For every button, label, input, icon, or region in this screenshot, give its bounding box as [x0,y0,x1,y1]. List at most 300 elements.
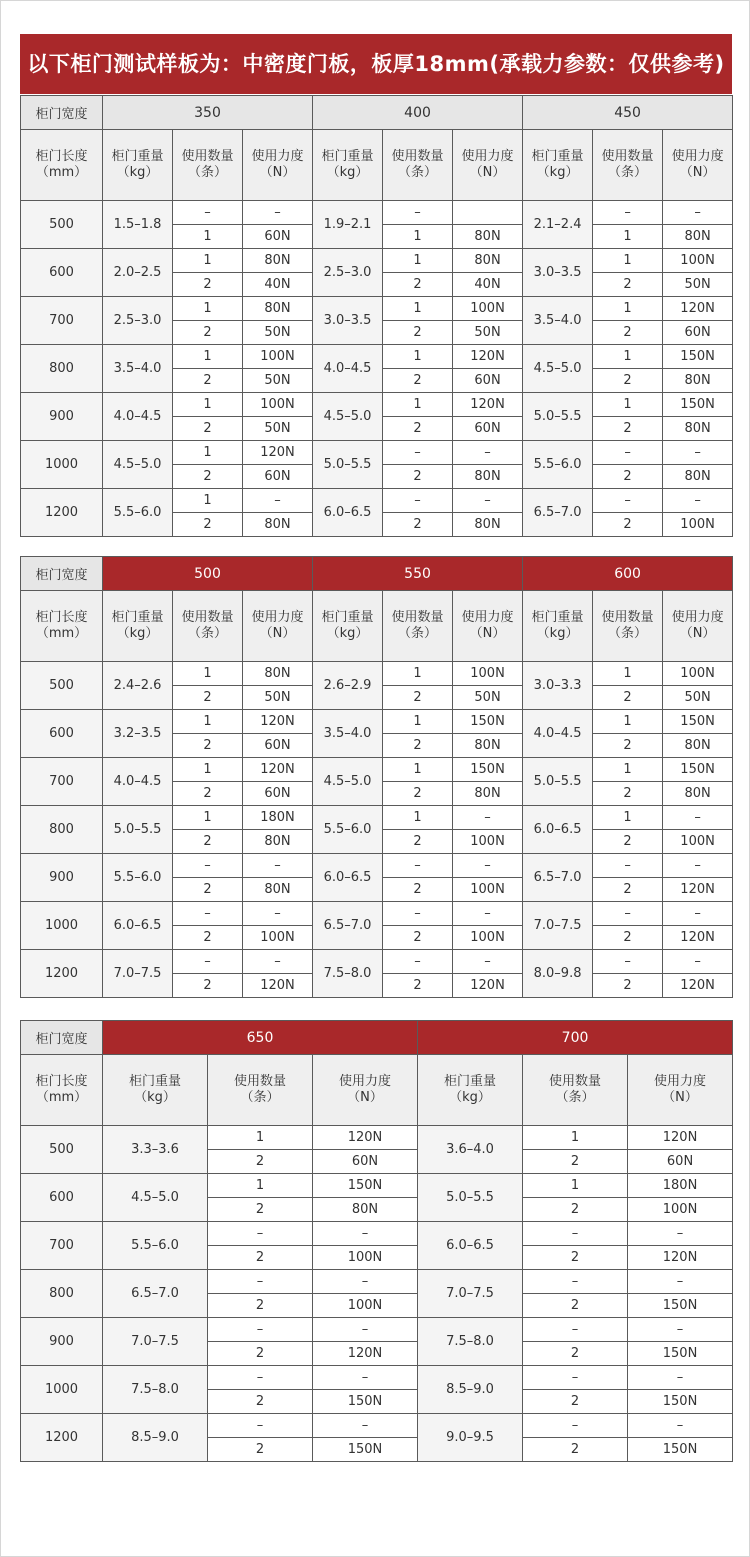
force-cell: 100N [313,1246,418,1270]
force-header-unit: （N） [662,1090,698,1105]
spec-table-3 [20,1020,733,1462]
force-header [663,591,733,662]
force-cell: 100N [453,662,523,686]
weight-cell: 7.0–7.5 [103,950,173,998]
table-row [21,758,733,782]
length-cell: 500 [21,1126,103,1174]
weight-cell: 6.5–7.0 [313,902,383,950]
force-header-title: 使用力度 [654,1074,707,1089]
force-cell: – [243,950,313,974]
force-cell: – [663,441,733,465]
length-header [21,1055,103,1126]
force-cell: 150N [453,758,523,782]
qty-cell: 1 [383,345,453,369]
weight-cell: 5.0–5.5 [523,758,593,806]
force-header-unit: （N） [347,1090,383,1105]
width-group-650: 650 [103,1021,418,1055]
weight-cell: 3.0–3.5 [313,297,383,345]
weight-cell: 6.0–6.5 [523,806,593,854]
force-cell: 50N [453,686,523,710]
qty-header-unit: （条） [398,626,438,641]
qty-cell: 1 [383,225,453,249]
force-header-title: 使用力度 [251,610,304,625]
qty-cell: 2 [593,417,663,441]
force-cell: – [663,950,733,974]
weight-cell: 5.5–6.0 [103,1222,208,1270]
length-cell: 1200 [21,950,103,998]
qty-cell: – [383,441,453,465]
force-cell: 60N [313,1150,418,1174]
force-cell: – [663,806,733,830]
weight-cell: 4.5–5.0 [523,345,593,393]
force-header-title: 使用力度 [461,149,514,164]
table-row [21,1366,733,1390]
weight-cell: 4.0–4.5 [103,393,173,441]
force-cell: 150N [628,1294,733,1318]
table-row [21,297,733,321]
weight-header-unit: （kg） [326,626,369,641]
qty-cell: – [593,489,663,513]
weight-header [313,591,383,662]
width-group-700: 700 [418,1021,733,1055]
qty-cell: – [593,201,663,225]
qty-cell: 1 [593,710,663,734]
force-cell: – [453,489,523,513]
force-cell: 120N [453,345,523,369]
force-cell: 120N [628,1126,733,1150]
force-cell: 80N [663,734,733,758]
qty-cell: 2 [173,974,243,998]
table-row [21,201,733,225]
force-cell: – [453,441,523,465]
weight-cell: 5.5–6.0 [523,441,593,489]
qty-header-title: 使用数量 [181,610,234,625]
qty-cell: 2 [383,273,453,297]
length-header-title: 柜门长度 [35,610,88,625]
weight-header [103,1055,208,1126]
weight-cell: 3.2–3.5 [103,710,173,758]
force-cell: 100N [663,830,733,854]
force-cell: 40N [453,273,523,297]
spec-table-2 [20,556,733,998]
force-cell: 150N [628,1342,733,1366]
qty-cell: 2 [208,1390,313,1414]
force-cell: 100N [663,513,733,537]
qty-cell: 2 [383,830,453,854]
qty-header [383,130,453,201]
force-cell: – [628,1366,733,1390]
force-cell: – [663,854,733,878]
qty-cell: 2 [523,1294,628,1318]
weight-cell: 7.0–7.5 [103,1318,208,1366]
length-cell: 800 [21,1270,103,1318]
qty-cell: – [173,854,243,878]
qty-header-unit: （条） [608,626,648,641]
weight-cell: 2.1–2.4 [523,201,593,249]
qty-cell: – [208,1222,313,1246]
force-cell: 80N [313,1198,418,1222]
qty-cell: 2 [208,1342,313,1366]
weight-cell: 2.6–2.9 [313,662,383,710]
qty-cell: 1 [208,1174,313,1198]
qty-cell: 1 [593,662,663,686]
force-cell: 100N [243,926,313,950]
weight-cell: 1.9–2.1 [313,201,383,249]
table-row [21,1126,733,1150]
length-header-unit: （mm） [35,165,88,180]
qty-cell: 1 [383,297,453,321]
weight-cell: 2.5–3.0 [103,297,173,345]
force-cell: 60N [663,321,733,345]
force-cell: 150N [313,1438,418,1462]
weight-cell: 6.0–6.5 [103,902,173,950]
force-cell: 120N [663,926,733,950]
weight-cell: 5.0–5.5 [103,806,173,854]
force-cell: 120N [243,710,313,734]
qty-cell: 2 [208,1438,313,1462]
column-header-row [21,1055,733,1126]
force-cell: – [313,1414,418,1438]
qty-cell: 2 [523,1150,628,1174]
qty-cell: 2 [593,321,663,345]
qty-cell: 2 [593,974,663,998]
force-cell: – [663,201,733,225]
force-cell: 180N [628,1174,733,1198]
qty-header-title: 使用数量 [601,610,654,625]
qty-cell: 1 [173,489,243,513]
qty-cell: – [523,1222,628,1246]
qty-cell: 2 [593,830,663,854]
weight-cell: 6.5–7.0 [523,489,593,537]
length-cell: 800 [21,345,103,393]
length-cell: 600 [21,710,103,758]
force-cell: 100N [663,249,733,273]
weight-cell: 3.5–4.0 [313,710,383,758]
qty-cell: – [593,902,663,926]
weight-cell: 2.5–3.0 [313,249,383,297]
force-cell: 100N [313,1294,418,1318]
weight-cell: 8.0–9.8 [523,950,593,998]
weight-header-title: 柜门重量 [321,149,374,164]
qty-cell: – [593,441,663,465]
force-cell: 50N [243,686,313,710]
qty-cell: 1 [383,806,453,830]
force-cell: 80N [243,830,313,854]
force-cell: 100N [453,830,523,854]
qty-cell: 2 [593,369,663,393]
qty-cell: 2 [173,417,243,441]
width-group-400: 400 [313,96,523,130]
table-row [21,806,733,830]
table-row [21,489,733,513]
qty-cell: 2 [383,465,453,489]
force-cell: 60N [243,225,313,249]
qty-cell: – [173,902,243,926]
weight-cell: 7.5–8.0 [313,950,383,998]
width-header-row [21,557,733,591]
weight-cell: 3.0–3.5 [523,249,593,297]
qty-cell: 1 [173,345,243,369]
force-cell: 180N [243,806,313,830]
length-cell: 700 [21,297,103,345]
force-header [628,1055,733,1126]
qty-cell: 2 [523,1390,628,1414]
weight-cell: 4.5–5.0 [313,393,383,441]
force-cell: 60N [243,465,313,489]
qty-cell: 2 [383,878,453,902]
qty-header [593,130,663,201]
qty-cell: 2 [593,782,663,806]
force-cell: – [453,950,523,974]
qty-header [383,591,453,662]
force-cell: – [313,1318,418,1342]
force-cell: – [628,1222,733,1246]
weight-cell: 5.0–5.5 [523,393,593,441]
force-cell: 150N [663,710,733,734]
qty-cell: 1 [383,662,453,686]
force-header-title: 使用力度 [461,610,514,625]
qty-cell: 1 [593,297,663,321]
weight-header-unit: （kg） [536,626,579,641]
weight-cell: 2.0–2.5 [103,249,173,297]
force-cell: – [243,489,313,513]
length-header-title: 柜门长度 [35,149,88,164]
force-cell: 40N [243,273,313,297]
force-cell: 50N [663,686,733,710]
length-cell: 700 [21,758,103,806]
force-cell: 80N [243,513,313,537]
force-cell: 120N [628,1246,733,1270]
qty-header [173,591,243,662]
force-cell: 120N [313,1126,418,1150]
force-cell: – [243,902,313,926]
weight-header [523,130,593,201]
qty-cell: 2 [173,686,243,710]
force-cell: 80N [453,249,523,273]
table-row [21,1174,733,1198]
qty-cell: 1 [173,441,243,465]
force-cell: 80N [243,297,313,321]
weight-cell: 3.6–4.0 [418,1126,523,1174]
qty-cell: 1 [173,662,243,686]
qty-cell: 2 [173,321,243,345]
qty-cell: 2 [523,1246,628,1270]
qty-cell: – [173,201,243,225]
force-cell: 120N [313,1342,418,1366]
force-cell: 150N [313,1174,418,1198]
qty-cell: – [208,1318,313,1342]
force-header-unit: （N） [469,626,506,641]
qty-cell: 2 [383,321,453,345]
force-header [663,130,733,201]
force-cell: – [628,1414,733,1438]
qty-cell: 1 [173,710,243,734]
qty-header [523,1055,628,1126]
weight-header [523,591,593,662]
force-cell: 120N [453,393,523,417]
force-cell: – [453,806,523,830]
weight-cell: 5.0–5.5 [313,441,383,489]
weight-cell: 5.5–6.0 [313,806,383,854]
qty-cell: 2 [383,369,453,393]
weight-cell: 9.0–9.5 [418,1414,523,1462]
force-cell: 150N [628,1390,733,1414]
length-cell: 1000 [21,902,103,950]
table-row [21,950,733,974]
qty-cell: 2 [523,1198,628,1222]
force-cell: 100N [663,662,733,686]
force-cell: 120N [453,974,523,998]
force-cell: 80N [243,878,313,902]
force-cell: 80N [663,417,733,441]
weight-cell: 8.5–9.0 [418,1366,523,1414]
qty-cell: 2 [208,1246,313,1270]
width-group-600: 600 [523,557,733,591]
qty-cell: 1 [383,758,453,782]
force-cell: 50N [243,321,313,345]
weight-cell: 6.5–7.0 [103,1270,208,1318]
force-cell: 80N [663,225,733,249]
weight-cell: 3.5–4.0 [103,345,173,393]
table-row [21,393,733,417]
length-cell: 600 [21,1174,103,1222]
length-cell: 900 [21,393,103,441]
qty-cell: 1 [383,393,453,417]
force-header [243,130,313,201]
qty-header-title: 使用数量 [181,149,234,164]
qty-cell: 1 [593,393,663,417]
length-cell: 500 [21,662,103,710]
force-cell: 60N [453,417,523,441]
length-header-title: 柜门长度 [35,1074,88,1089]
weight-header-unit: （kg） [116,626,159,641]
width-label: 柜门宽度 [21,557,103,591]
table-row [21,345,733,369]
qty-cell: 1 [173,297,243,321]
force-cell: – [628,1318,733,1342]
qty-cell: 2 [593,465,663,489]
force-cell: – [453,854,523,878]
weight-cell: 4.5–5.0 [313,758,383,806]
qty-header-unit: （条） [187,165,227,180]
force-cell: 80N [453,782,523,806]
force-header [453,591,523,662]
table-row [21,249,733,273]
qty-cell: 1 [593,249,663,273]
qty-cell: 2 [383,926,453,950]
qty-cell: 1 [593,758,663,782]
qty-cell: 2 [383,686,453,710]
table-row [21,902,733,926]
qty-cell: 1 [523,1174,628,1198]
force-cell: 50N [243,369,313,393]
force-cell: 150N [663,345,733,369]
width-group-450: 450 [523,96,733,130]
weight-cell: 1.5–1.8 [103,201,173,249]
force-cell: 80N [243,249,313,273]
qty-header-unit: （条） [555,1090,595,1105]
weight-header-unit: （kg） [116,165,159,180]
force-cell: – [663,902,733,926]
weight-cell: 6.0–6.5 [313,489,383,537]
qty-cell: 1 [173,806,243,830]
force-cell: 150N [453,710,523,734]
weight-cell: 8.5–9.0 [103,1414,208,1462]
qty-cell: 2 [383,513,453,537]
force-cell: 50N [663,273,733,297]
qty-header-unit: （条） [398,165,438,180]
force-cell: 60N [243,734,313,758]
qty-cell: – [523,1318,628,1342]
force-cell: 120N [663,878,733,902]
weight-cell: 5.0–5.5 [418,1174,523,1222]
force-cell: 60N [453,369,523,393]
weight-header-title: 柜门重量 [128,1074,181,1089]
qty-cell: – [383,489,453,513]
force-cell: 120N [243,974,313,998]
width-label: 柜门宽度 [21,96,103,130]
weight-cell: 5.5–6.0 [103,854,173,902]
weight-cell: 7.5–8.0 [418,1318,523,1366]
force-cell: 80N [663,465,733,489]
force-header [313,1055,418,1126]
qty-cell: 2 [383,734,453,758]
qty-header-title: 使用数量 [233,1074,286,1089]
force-cell: 100N [243,393,313,417]
qty-cell: 2 [523,1438,628,1462]
weight-cell: 4.0–4.5 [313,345,383,393]
force-cell: 80N [663,369,733,393]
qty-cell: 1 [593,345,663,369]
force-cell: 80N [453,225,523,249]
table-row [21,1222,733,1246]
force-header [453,130,523,201]
force-cell: 60N [243,782,313,806]
force-header-unit: （N） [259,626,296,641]
page-title: 以下柜门测试样板为：中密度门板，板厚18mm(承载力参数：仅供参考) [20,34,732,94]
length-cell: 600 [21,249,103,297]
qty-header-title: 使用数量 [549,1074,602,1089]
qty-header [208,1055,313,1126]
qty-cell: – [383,201,453,225]
weight-header-unit: （kg） [536,165,579,180]
force-cell: – [243,854,313,878]
qty-cell: 1 [593,806,663,830]
qty-cell: – [383,950,453,974]
qty-cell: – [523,1270,628,1294]
weight-header-title: 柜门重量 [111,610,164,625]
force-header-title: 使用力度 [671,610,724,625]
weight-cell: 2.4–2.6 [103,662,173,710]
column-header-row [21,130,733,201]
width-group-550: 550 [313,557,523,591]
qty-header-title: 使用数量 [391,149,444,164]
force-cell: – [243,201,313,225]
qty-cell: – [208,1366,313,1390]
qty-header [593,591,663,662]
qty-cell: 1 [593,225,663,249]
force-cell: 100N [628,1198,733,1222]
weight-cell: 7.0–7.5 [523,902,593,950]
qty-cell: 2 [593,878,663,902]
weight-cell: 3.5–4.0 [523,297,593,345]
force-cell: 50N [243,417,313,441]
weight-header-unit: （kg） [326,165,369,180]
qty-cell: – [383,902,453,926]
qty-cell: 2 [523,1342,628,1366]
qty-cell: 2 [173,369,243,393]
weight-header-unit: （kg） [449,1090,491,1105]
